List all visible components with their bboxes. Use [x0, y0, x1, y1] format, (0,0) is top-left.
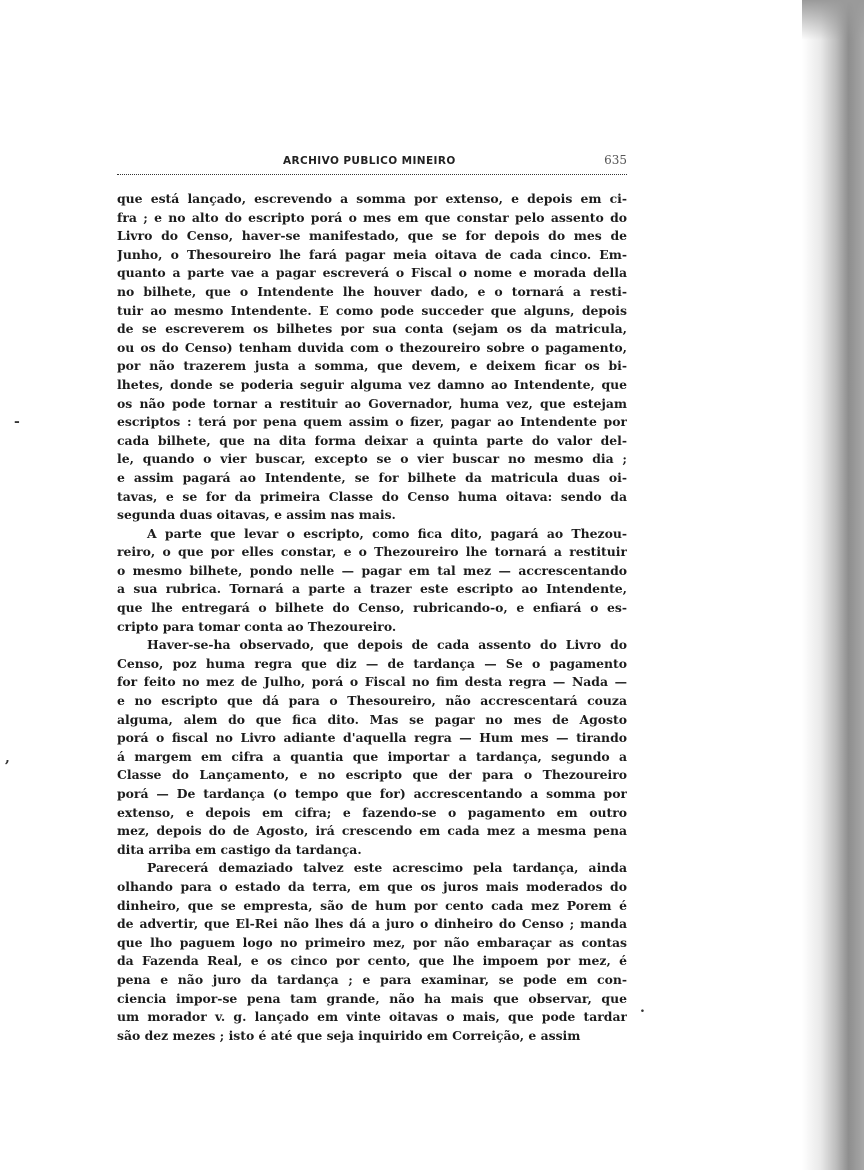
text-line: mez, depois do de Agosto, irá crescendo em cada mez a mesma pena [117, 823, 627, 839]
text-line: de se escreverem os bilhetes por sua conta (sejam os da matricula, [117, 321, 627, 337]
text-line: que lhe entregará o bilhete do Censo, rubricando-o, e enfiará o es- [117, 600, 627, 616]
text-line: olhando para o estado da terra, em que os juros mais moderados do [117, 878, 627, 894]
text-line: de advertir, que El-Rei não lhes dá a juro o dinheiro do Censo ; manda [117, 916, 627, 932]
text-line: cripto para tomar conta ao Thezoureiro. [117, 618, 397, 634]
text-line: e no escripto que dá para o Thesoureiro, não accrescentará couza [117, 693, 627, 709]
text-line: da Fazenda Real, e os cinco por cento, que lhe impoem por mez, é [117, 953, 627, 969]
body-text [117, 190, 627, 1045]
page-number: 635 [604, 153, 627, 167]
text-line: reiro, o que por elles constar, e o Thezoureiro lhe tornará a restituir [117, 544, 627, 560]
text-line: ou os do Censo) tenham duvida com o thezoureiro sobre o pagamento, [117, 339, 627, 355]
text-line: lhetes, donde se poderia seguir alguma vez damno ao Intendente, que [117, 376, 627, 392]
paragraph [117, 859, 627, 1045]
text-line: dinheiro, que se empresta, são de hum por cento cada mez Porem é [117, 897, 627, 913]
text-line: no bilhete, que o Intendente lhe houver dado, e o tornará a resti- [117, 283, 627, 299]
text-line: a sua rubrica. Tornará a parte a trazer este escripto ao Intendente, [117, 581, 627, 597]
text-line: que está lançado, escrevendo a somma por extenso, e depois em ci- [117, 191, 627, 206]
margin-mark: , [5, 750, 10, 766]
text-line: segunda duas oitavas, e assim nas mais. [117, 507, 396, 523]
text-line: fra ; e no alto do escripto porá o mes em que constar pelo assento do [117, 209, 627, 225]
text-line: á margem em cifra a quantia que importar a tardança, segundo a [117, 748, 627, 764]
text-line: cada bilhete, que na dita forma deixar a quinta parte do valor del- [117, 432, 627, 448]
page-edge-shadow [802, 0, 864, 1170]
text-line: extenso, e depois em cifra; e fazendo-se o pagamento em outro [117, 804, 627, 820]
paragraph [117, 525, 627, 637]
text-line: porá — De tardança (o tempo que for) accrescentando a somma por [117, 786, 627, 801]
page-edge-corner [802, 0, 864, 40]
text-line: e assim pagará ao Intendente, se for bilhete da matricula duas oi- [117, 469, 627, 485]
text-line: quanto a parte vae a pagar escreverá o Fiscal o nome e morada della [117, 265, 627, 281]
text-line: ciencia impor-se pena tam grande, não ha mais que observar, que [117, 990, 627, 1006]
paragraph [117, 636, 627, 859]
text-line: que lho paguem logo no primeiro mez, por não embaraçar as contas [117, 934, 627, 950]
text-line: o mesmo bilhete, pondo nelle — pagar em tal mez — accrescentando [117, 562, 627, 578]
text-line: são dez mezes ; isto é até que seja inquirido em Correição, e assim [117, 1027, 581, 1043]
page-header [117, 153, 627, 173]
text-line: escriptos : terá por pena quem assim o fizer, pagar ao Intendente por [117, 414, 627, 430]
text-line: tavas, e se for da primeira Classe do Censo huma oitava: sendo da [117, 488, 627, 504]
text-line: Classe do Lançamento, e no escripto que der para o Thezoureiro [117, 767, 627, 783]
text-line: for feito no mez de Julho, porá o Fiscal no fim desta regra — Nada — [117, 674, 627, 690]
text-line: dita arriba em castigo da tardança. [117, 841, 362, 857]
text-line: tuir ao mesmo Intendente. E como pode succeder que alguns, depois [117, 302, 627, 318]
running-title: ARCHIVO PUBLICO MINEIRO [283, 155, 456, 167]
text-line: Haver-se-ha observado, que depois de cada assento do Livro do [147, 637, 627, 653]
text-line: por não trazerem justa a somma, que devem, e deixem ficar os bi- [117, 358, 627, 374]
text-line: um morador v. g. lançado em vinte oitavas o mais, que pode tardar [117, 1009, 627, 1025]
text-line: os não pode tornar a restituir ao Governador, huma vez, que estejam [117, 395, 627, 411]
text-line: Junho, o Thesoureiro lhe fará pagar meia oitava de cada cinco. Em- [117, 246, 627, 262]
header-rule [117, 174, 627, 175]
text-line: Livro do Censo, haver-se manifestado, que se for depois do mes de [117, 228, 627, 244]
text-line: pena e não juro da tardança ; e para examinar, se pode em con- [117, 971, 627, 987]
text-line: Censo, poz huma regra que diz — de tardança — Se o pagamento [117, 655, 627, 671]
margin-mark: . [640, 1000, 645, 1016]
margin-mark: - [14, 414, 20, 430]
text-line: le, quando o vier buscar, excepto se o vier buscar no mesmo dia ; [117, 451, 627, 467]
text-line: Parecerá demaziado talvez este acrescimo pela tardança, ainda [147, 860, 627, 876]
text-line: A parte que levar o escripto, como fica dito, pagará ao Thezou- [147, 525, 627, 541]
text-line: porá o fiscal no Livro adiante d'aquella regra — Hum mes — tirando [117, 730, 627, 746]
paragraph [117, 190, 627, 525]
text-line: alguma, alem do que fica dito. Mas se pagar no mes de Agosto [117, 711, 627, 727]
